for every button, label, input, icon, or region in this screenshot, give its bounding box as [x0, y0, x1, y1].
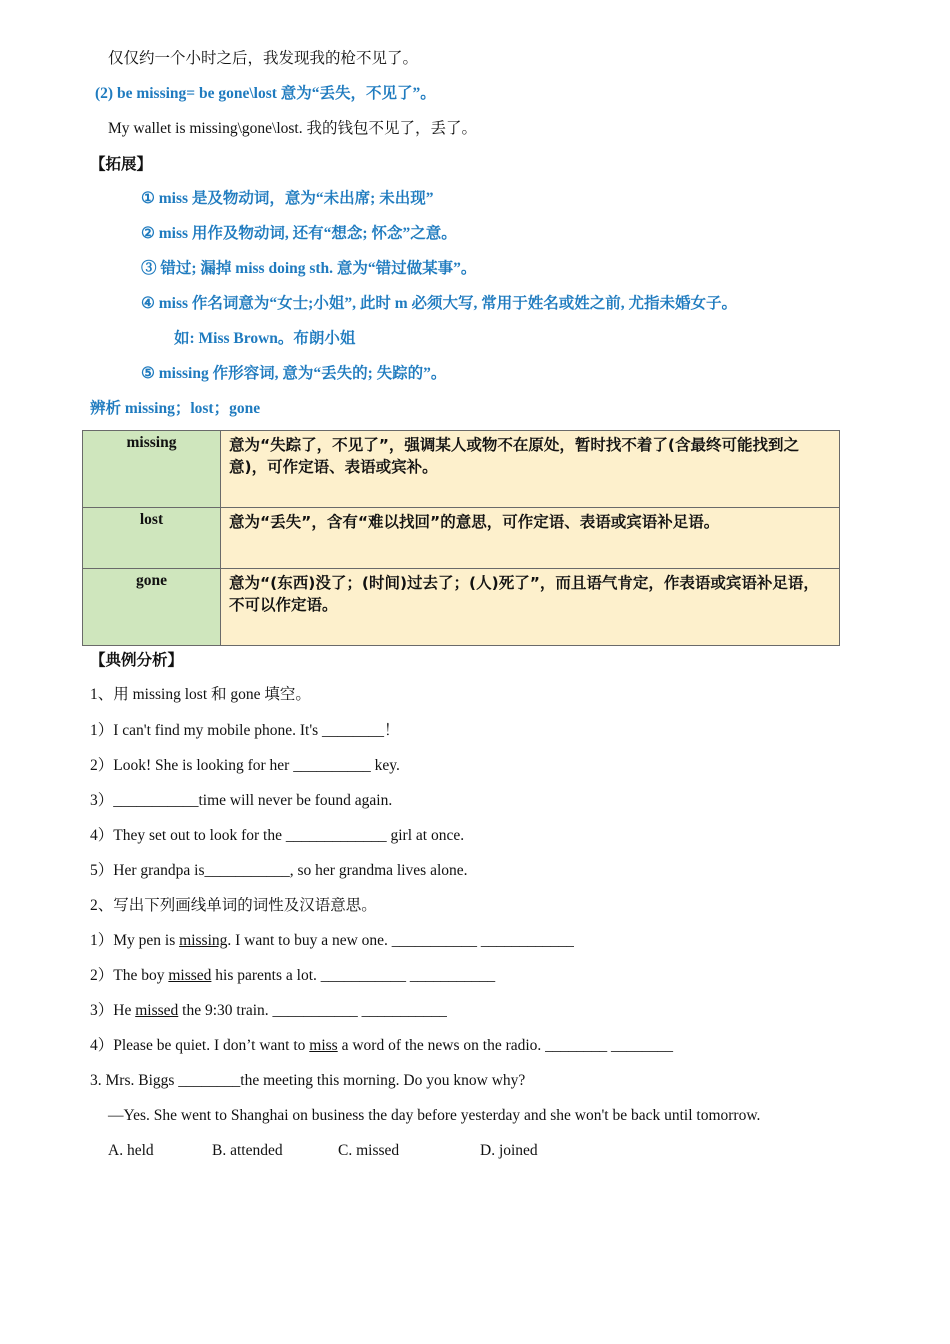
question-2-item: 3）He missed the 9:30 train. ___________ ___________ — [90, 1002, 447, 1019]
option-c: C. missed — [338, 1142, 400, 1159]
question-1-item: 5）Her grandpa is___________, so her grandma lives alone. — [90, 862, 468, 879]
example-sentence: My wallet is missing\gone\lost. 我的钱包不见了，丢了。 — [108, 120, 477, 137]
question-3-reply: —Yes. She went to Shanghai on business the day before yesterday and she won't be back until tomorrow. — [108, 1107, 761, 1124]
question-2-item: 4）Please be quiet. I don’t want to miss a word of the news on the radio. ________ ________ — [90, 1037, 674, 1054]
question-1-title: 1、用 missing lost 和 gone 填空。 — [90, 686, 311, 703]
table-meaning-cell: 意为“失踪了，不见了”，强调某人或物不在原处，暂时找不着了(含最终可能找到之意)，可作定语、表语或宾补。 — [221, 431, 840, 508]
question-2-title: 2、写出下列画线单词的词性及汉语意思。 — [90, 897, 377, 914]
expand-item-1: ① miss 是及物动词，意为“未出席; 未出现” — [141, 190, 434, 207]
option-b: B. attended — [212, 1142, 283, 1159]
table-word-cell: gone — [83, 569, 221, 646]
table-meaning-cell: 意为“(东西)没了；(时间)过去了；(人)死了”，而且语气肯定，作表语或宾语补足语，不可以作定语。 — [221, 569, 840, 646]
compare-heading: 辨析 missing；lost；gone — [90, 400, 261, 417]
underlined-word: missing — [179, 932, 228, 949]
text-line: 仅仅约一个小时之后，我发现我的枪不见了。 — [108, 49, 419, 67]
expand-item-4-example: 如: Miss Brown。布朗小姐 — [174, 330, 356, 347]
question-2-item: 1）My pen is missing. I want to buy a new one. ___________ ____________ — [90, 932, 574, 949]
examples-heading: 【典例分析】 — [90, 651, 184, 669]
question-1-item: 2）Look! She is looking for her __________ key. — [90, 757, 400, 774]
table-row — [83, 431, 840, 508]
question-1-item: 3）___________time will never be found again. — [90, 792, 393, 809]
option-a: A. held — [108, 1142, 154, 1159]
question-2-item: 2）The boy missed his parents a lot. ___________ ___________ — [90, 967, 496, 984]
table-word-cell: missing — [83, 431, 221, 508]
subheading-be-missing: (2) be missing= be gone\lost 意为“丢失，不见了”。 — [95, 85, 436, 102]
question-1-item: 4）They set out to look for the _____________ girl at once. — [90, 827, 465, 844]
underlined-word: missed — [168, 967, 212, 984]
expand-item-3: ③ 错过; 漏掉 miss doing sth. 意为“错过做某事”。 — [141, 260, 477, 277]
table-row — [83, 569, 840, 646]
expand-item-4: ④ miss 作名词意为“女士;小姐”, 此时 m 必须大写, 常用于姓名或姓之前, 尤指未婚女子。 — [141, 295, 738, 312]
underlined-word: miss — [309, 1037, 338, 1054]
underlined-word: missed — [135, 1002, 179, 1019]
table-row — [83, 508, 840, 569]
table-meaning-cell: 意为“丢失”，含有“难以找回”的意思，可作定语、表语或宾语补足语。 — [221, 508, 840, 569]
comparison-table — [82, 430, 840, 646]
option-d: D. joined — [480, 1142, 538, 1159]
question-1-item: 1）I can't find my mobile phone. It's ________！ — [90, 722, 400, 739]
expand-item-2: ② miss 用作及物动词, 还有“想念; 怀念”之意。 — [141, 225, 457, 242]
table-word-cell: lost — [83, 508, 221, 569]
question-3: 3. Mrs. Biggs ________the meeting this morning. Do you know why? — [90, 1072, 526, 1089]
expand-item-5: ⑤ missing 作形容词, 意为“丢失的; 失踪的”。 — [141, 365, 447, 382]
expand-heading: 【拓展】 — [90, 155, 153, 173]
